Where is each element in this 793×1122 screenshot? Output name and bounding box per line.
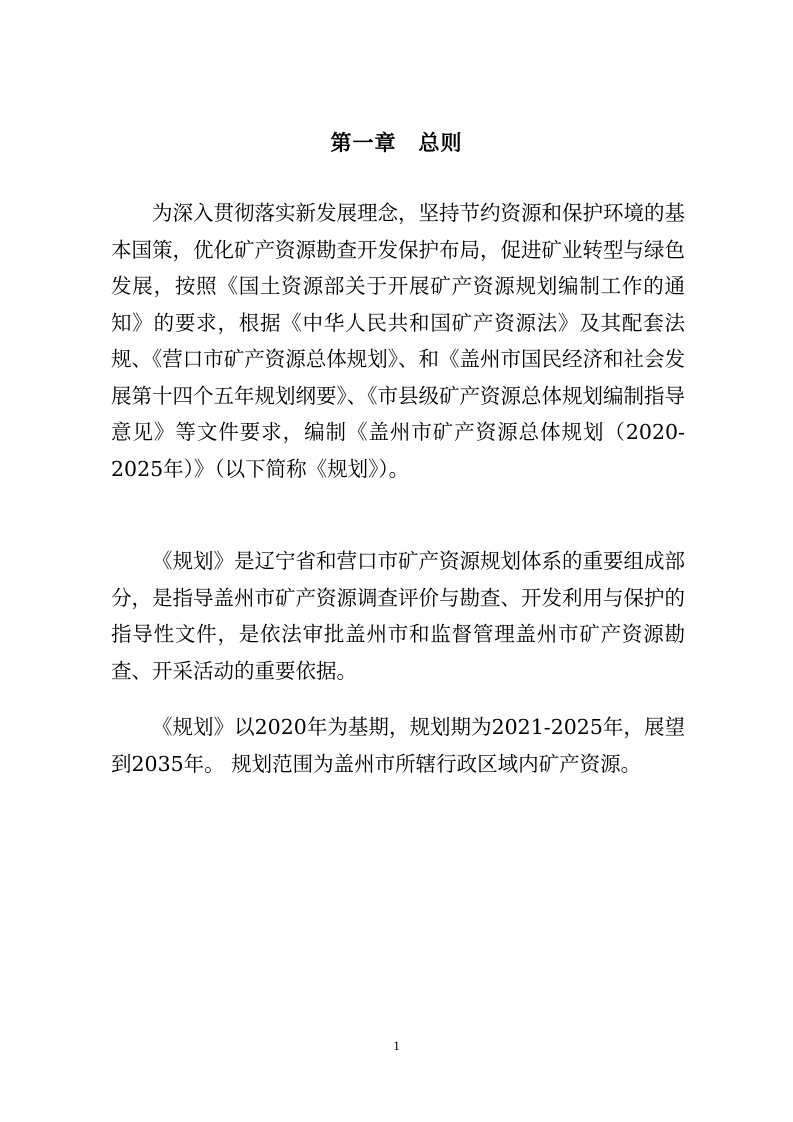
page-number: 1 (393, 1038, 400, 1053)
paragraph-period-range: 《规划》以2020年为基期，规划期为2021-2025年，展望到2035年。 规划范围为盖州市所辖行政区域内矿产资源。 (111, 715, 685, 776)
paragraph-scope-role: 《规划》是辽宁省和营口市矿产资源规划体系的重要组成部分，是指导盖州市矿产资源调查评价与勘查、开发利用与保护的指导性文件，是依法审批盖州市和监督管理盖州市矿产资源勘查、开采活动的重要依据。 (111, 549, 685, 683)
chapter-title: 第一章 总则 (330, 131, 463, 155)
paragraph-background: 为深入贯彻落实新发展理念，坚持节约资源和保护环境的基本国策，优化矿产资源勘查开发保护布局，促进矿业转型与绿色发展，按照《国土资源部关于开展矿产资源规划编制工作的通知》的要求，根据《中华人民共和国矿产资源法》及其配套法规、《营口市矿产资源总体规划》、和《盖州市国民经济和社会发展第十四个五年规划纲要》、《市县级矿产资源总体规划编制指导意见》等文件要求，编制《盖州市矿产资源总体规划（2020-2025年）》（以下简称《规划》）。 (111, 201, 685, 481)
